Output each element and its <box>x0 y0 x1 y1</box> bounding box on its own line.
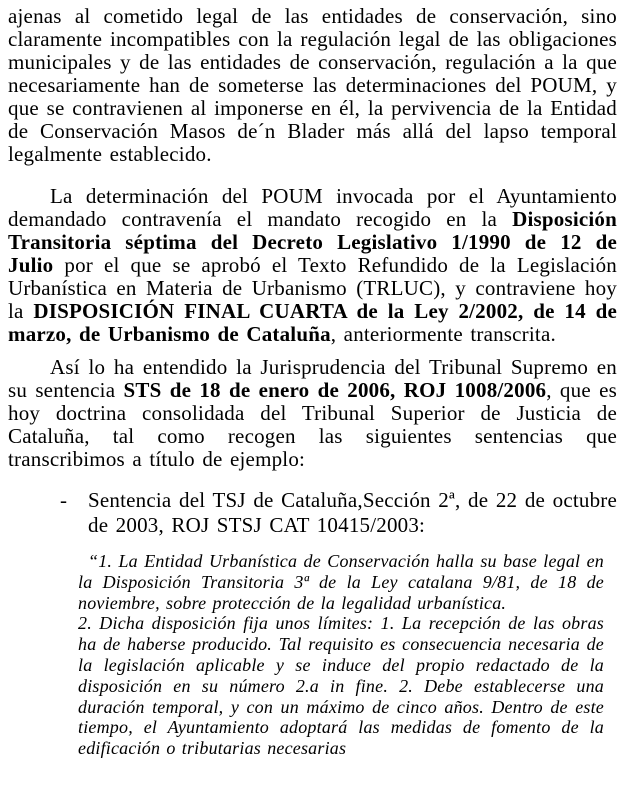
text-run: Sentencia del TSJ de Cataluña,Sección 2ª, de 22 de octubre de 2003, ROJ STSJ CAT 10415/2003: <box>88 488 617 537</box>
list-item-text <box>88 488 617 538</box>
paragraph-poum-determinacion <box>8 185 617 346</box>
bold-citation-sts-2006: STS de 18 de enero de 2006, ROJ 1008/2006 <box>123 378 547 402</box>
bold-citation-disposicion-final-cuarta: DISPOSICIÓN FINAL CUARTA de la Ley 2/2002, de 14 de marzo, de Urbanismo de Cataluña <box>8 299 617 346</box>
text-run: , anteriormente transcrita. <box>330 322 556 346</box>
paragraph-jurisprudencia <box>8 356 617 471</box>
text-run: , que es hoy doctrina consolidada del Tribunal Superior de Justicia de Cataluña, tal como recogen las siguientes sentencias que transcribimos a título de ejemplo: <box>8 378 617 471</box>
text-run: ajenas al cometido legal de las entidades de conservación, sino claramente incompatibles con la regulación legal de las obligaciones municipales y de las entidades de conservación, regulación a la que necesariamente han de someterse las determinaciones del POUM, y que se contravienen al imponerse en él, la pervivencia de la Entidad de Conservación Masos de´n Blader más allá del lapso temporal legalmente establecido. <box>8 4 617 166</box>
quote-paragraph-1 <box>78 551 604 613</box>
text-run: Así lo ha entendido la Jurisprudencia del Tribunal Supremo en su sentencia <box>8 355 617 402</box>
quote-block <box>78 551 604 759</box>
paragraph-continuation <box>8 5 617 166</box>
text-run: “1. La Entidad Urbanística de Conservación halla su base legal en la Disposición Transitoria 3ª de la Ley catalana 9/81, de 18 de noviembre, sobre protección de la legalidad urbanística. <box>78 551 604 613</box>
bold-citation-decreto-legislativo: Disposición Transitoria séptima del Decreto Legislativo 1/1990 de 12 de Julio <box>8 207 617 277</box>
text-run: La determinación del POUM invocada por el Ayuntamiento demandado contravenía el mandato recogido en la <box>8 184 617 231</box>
list-item-sentencia-tsj <box>60 488 617 538</box>
text-run: 2. Dicha disposición fija unos límites: 1. La recepción de las obras ha de haberse producido. Tal requisito es consecuencia necesaria de la legislación aplicable y se induce del propio redactado de la disposición en su número 2.a in fine. 2. Debe establecerse una duración temporal, y con un máximo de cinco años. Dentro de este tiempo, el Ayuntamiento adoptará las medidas de fomento de la edificación o tributarias necesarias <box>78 613 604 759</box>
quote-paragraph-2 <box>78 613 604 759</box>
text-run: por el que se aprobó el Texto Refundido de la Legislación Urbanística en Materia de Urbanismo (TRLUC), y contraviene hoy la <box>8 253 617 323</box>
list-dash-marker: - <box>60 488 68 512</box>
